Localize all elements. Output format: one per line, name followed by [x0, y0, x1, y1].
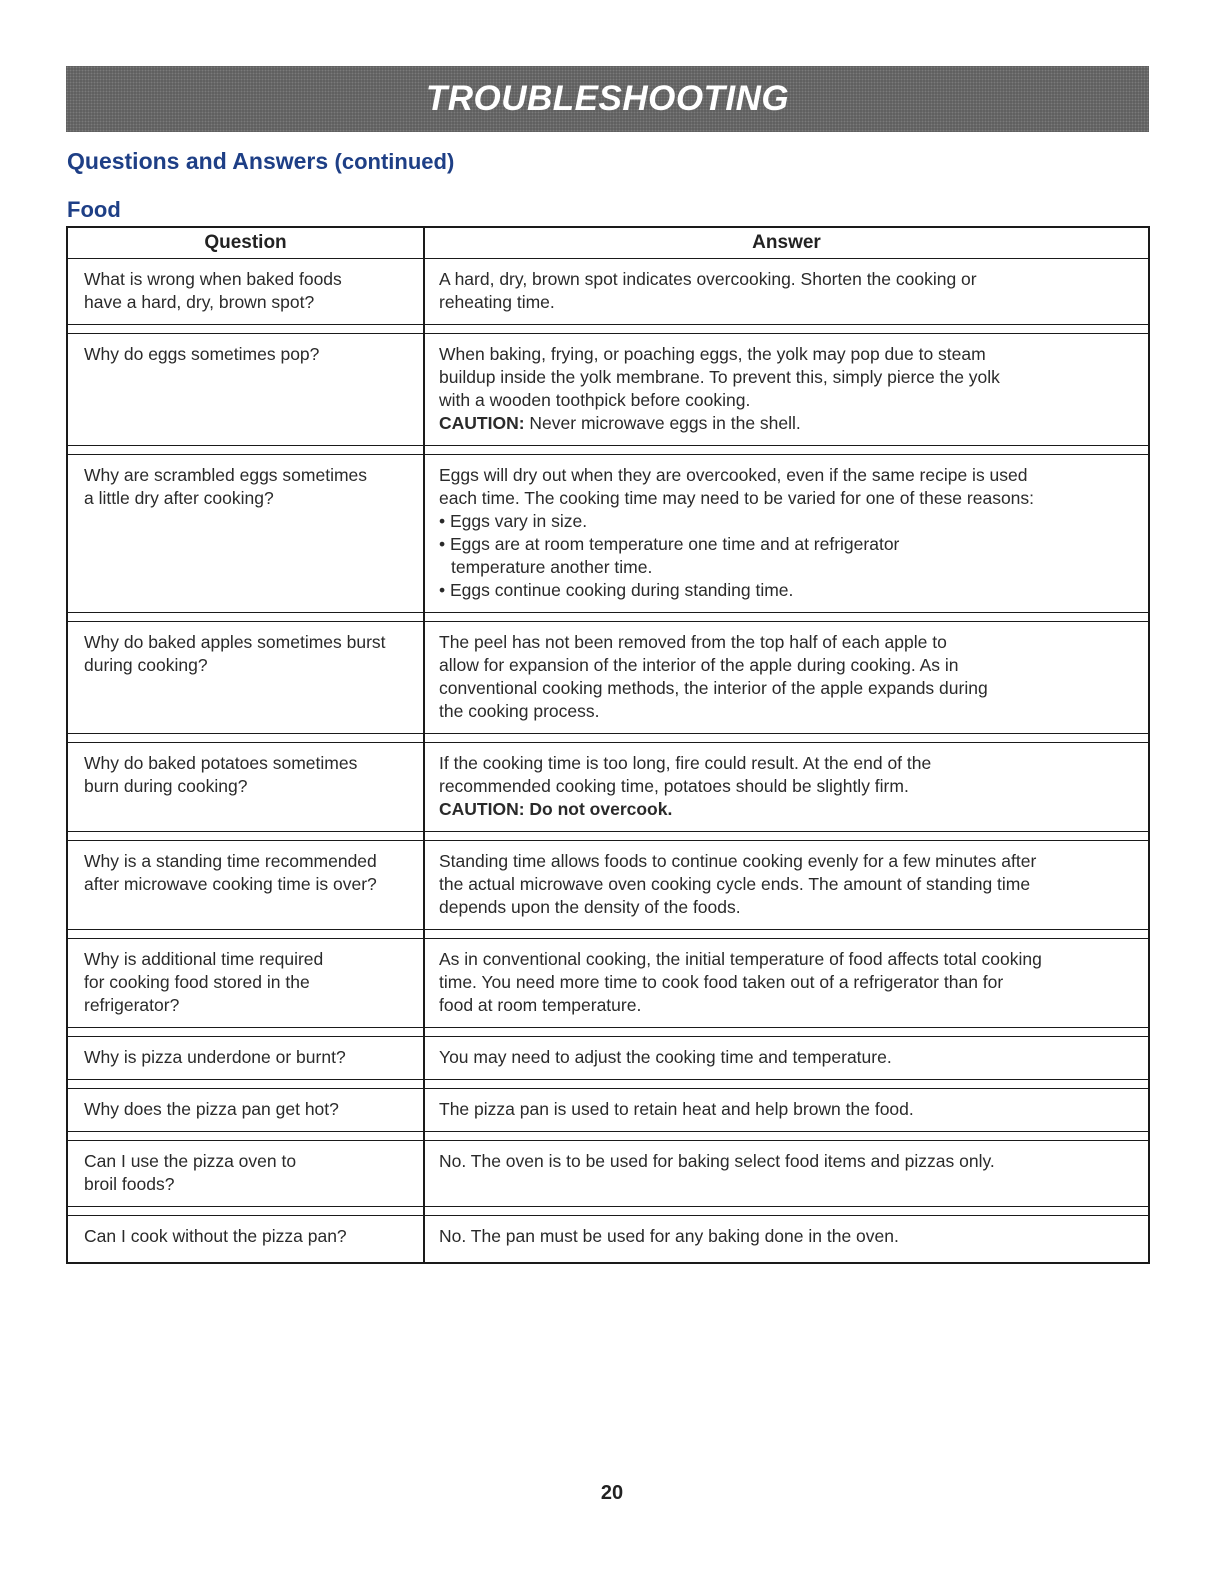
question-line: Why do baked apples sometimes burst	[84, 632, 386, 652]
answer-line: buildup inside the yolk membrane. To prevent this, simply pierce the yolk	[439, 367, 1000, 387]
answer-line: each time. The cooking time may need to be varied for one of these reasons:	[439, 488, 1035, 508]
answer-line: the cooking process.	[439, 701, 600, 721]
answer-line: the actual microwave oven cooking cycle ends. The amount of standing time	[439, 874, 1031, 894]
row-separator	[67, 1207, 1149, 1216]
question-line: Why is pizza underdone or burnt?	[84, 1047, 346, 1067]
table-row	[67, 334, 1149, 446]
bullet-item: • Eggs continue cooking during standing time.	[439, 580, 794, 600]
answer-cell	[424, 939, 1149, 1028]
question-cell	[67, 1037, 424, 1080]
answer-line: food at room temperature.	[439, 995, 642, 1015]
caution-line: CAUTION: Do not overcook.	[439, 799, 673, 819]
answer-line: depends upon the density of the foods.	[439, 897, 741, 917]
answer-cell	[424, 259, 1149, 325]
answer-line: A hard, dry, brown spot indicates overcooking. Shorten the cooking or	[439, 269, 977, 289]
question-column-header: Question	[67, 227, 424, 259]
answer-line: recommended cooking time, potatoes should be slightly firm.	[439, 776, 909, 796]
question-line: What is wrong when baked foods	[84, 269, 342, 289]
question-line: after microwave cooking time is over?	[84, 874, 377, 894]
answer-line: The pizza pan is used to retain heat and help brown the food.	[439, 1099, 914, 1119]
answer-line: The peel has not been removed from the top half of each apple to	[439, 632, 947, 652]
troubleshooting-banner	[66, 66, 1149, 132]
question-cell	[67, 743, 424, 832]
section-title-suffix: (continued)	[334, 149, 455, 174]
question-line: Why is additional time required	[84, 949, 324, 969]
answer-column-header: Answer	[424, 227, 1149, 259]
answer-cell	[424, 1089, 1149, 1132]
answer-line: No. The oven is to be used for baking select food items and pizzas only.	[439, 1151, 995, 1171]
row-separator	[67, 1080, 1149, 1089]
answer-cell	[424, 622, 1149, 734]
page-number: 20	[600, 1482, 624, 1504]
table-row	[67, 841, 1149, 930]
food-qa-table	[66, 226, 1150, 1264]
answer-line: As in conventional cooking, the initial temperature of food affects total cooking	[439, 949, 1042, 969]
question-line: broil foods?	[84, 1174, 175, 1194]
answer-cell	[424, 743, 1149, 832]
question-line: refrigerator?	[84, 995, 180, 1015]
question-cell	[67, 334, 424, 446]
table-row	[67, 743, 1149, 832]
question-cell	[67, 259, 424, 325]
answer-line: conventional cooking methods, the interior of the apple expands during	[439, 678, 988, 698]
table-row	[67, 455, 1149, 613]
question-line: Why are scrambled eggs sometimes	[84, 465, 368, 485]
question-cell	[67, 622, 424, 734]
question-line: have a hard, dry, brown spot?	[84, 292, 315, 312]
section-title-main: Questions and Answers	[67, 148, 329, 174]
answer-line: Standing time allows foods to continue cooking evenly for a few minutes after	[439, 851, 1037, 871]
row-separator	[67, 734, 1149, 743]
row-separator	[67, 1132, 1149, 1141]
table-row	[67, 1216, 1149, 1264]
question-line: burn during cooking?	[84, 776, 248, 796]
table-row	[67, 1037, 1149, 1080]
answer-line: reheating time.	[439, 292, 555, 312]
question-cell	[67, 1216, 424, 1264]
question-line: for cooking food stored in the	[84, 972, 310, 992]
question-line: a little dry after cooking?	[84, 488, 274, 508]
answer-line: Eggs will dry out when they are overcooked, even if the same recipe is used	[439, 465, 1028, 485]
question-line: Can I cook without the pizza pan?	[84, 1226, 347, 1246]
row-separator	[67, 446, 1149, 455]
row-separator	[67, 832, 1149, 841]
table-row	[67, 939, 1149, 1028]
table-row	[67, 1141, 1149, 1207]
caution-line	[439, 412, 1138, 435]
bullet-item: • Eggs are at room temperature one time and at refrigerator	[439, 534, 900, 554]
table-row	[67, 622, 1149, 734]
question-cell	[67, 1141, 424, 1207]
answer-line: You may need to adjust the cooking time and temperature.	[439, 1047, 892, 1067]
section-title	[67, 148, 454, 175]
answer-line: with a wooden toothpick before cooking.	[439, 390, 751, 410]
answer-cell	[424, 841, 1149, 930]
question-cell	[67, 939, 424, 1028]
question-line: Why do baked potatoes sometimes	[84, 753, 358, 773]
question-line: Why is a standing time recommended	[84, 851, 377, 871]
row-separator	[67, 930, 1149, 939]
banner-title: TROUBLESHOOTING	[425, 79, 790, 118]
table-header-row	[67, 227, 1149, 259]
row-separator	[67, 613, 1149, 622]
caution-label: CAUTION:	[439, 413, 525, 433]
table-row	[67, 259, 1149, 325]
answer-cell	[424, 334, 1149, 446]
question-line: Why do eggs sometimes pop?	[84, 344, 320, 364]
question-line: Can I use the pizza oven to	[84, 1151, 297, 1171]
row-separator	[67, 325, 1149, 334]
answer-cell	[424, 1216, 1149, 1264]
answer-line: If the cooking time is too long, fire could result. At the end of the	[439, 753, 932, 773]
question-line: during cooking?	[84, 655, 208, 675]
answer-line: When baking, frying, or poaching eggs, the yolk may pop due to steam	[439, 344, 986, 364]
answer-cell	[424, 1037, 1149, 1080]
bullet-item: • Eggs vary in size.	[439, 511, 588, 531]
question-line: Why does the pizza pan get hot?	[84, 1099, 339, 1119]
row-separator	[67, 1028, 1149, 1037]
answer-line: time. You need more time to cook food taken out of a refrigerator than for	[439, 972, 1004, 992]
answer-line: allow for expansion of the interior of the apple during cooking. As in	[439, 655, 959, 675]
question-cell	[67, 841, 424, 930]
table-row	[67, 1089, 1149, 1132]
bullet-item-continued: temperature another time.	[451, 557, 653, 577]
answer-cell	[424, 1141, 1149, 1207]
subsection-title: Food	[67, 197, 121, 222]
answer-cell	[424, 455, 1149, 613]
caution-text: Never microwave eggs in the shell.	[524, 413, 801, 433]
question-cell	[67, 1089, 424, 1132]
question-cell	[67, 455, 424, 613]
answer-line: No. The pan must be used for any baking done in the oven.	[439, 1226, 899, 1246]
